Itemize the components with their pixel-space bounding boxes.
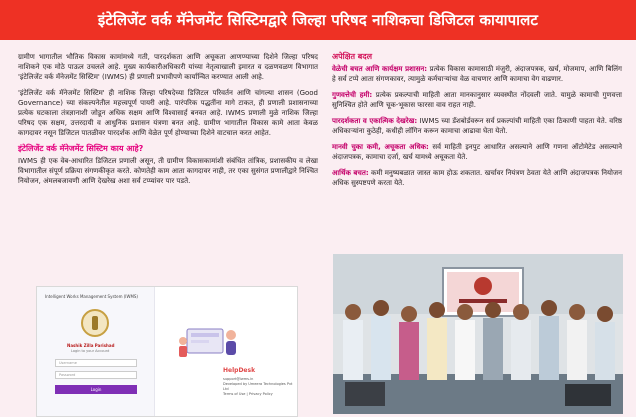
government-emblem-icon	[81, 309, 109, 337]
what-is-iwms-heading: इंटेलिजेंट वर्क मॅनेजमेंट सिस्टिम काय आहे?	[18, 144, 144, 153]
password-field[interactable]: Password	[55, 371, 137, 379]
right-column	[332, 52, 622, 194]
accuracy-lead: मानवी चुका कमी, अचूकता अधिक:	[332, 143, 429, 151]
what-is-iwms-paragraph: IWMS ही एक वेब-आधारित डिजिटल प्रणाली असून, ती ग्रामीण विकासकामांशी संबंधित तांत्रिक, प्रशासकीय व लेखा विभागातील संपूर्ण प्रक्रिया संगणकीकृत करते. कोणतेही काम आता कागदावर नाही, तर एका सुसंगत प्रणालीद्वारे निश्चित नियोजन, अंमलबजावणी आणि देखरेख अशा सर्व टप्प्यांवर पार पडते.	[18, 157, 318, 185]
economic-saving-text: कमी मनुष्यबळात जास्त काम होऊ शकतात. खर्चावर नियंत्रण ठेवता येते आणि अंदाजपत्रक नियोजन अधिक सुस्पष्टपणे करता येते.	[332, 169, 623, 187]
helpdesk-title: HelpDesk	[223, 367, 256, 374]
accuracy-paragraph	[332, 142, 622, 162]
quality-paragraph	[332, 90, 622, 110]
expected-changes-heading: अपेक्षित बदल	[332, 52, 373, 61]
transparency-lead: पारदर्शकता व एकात्मिक देखरेख:	[332, 117, 418, 125]
time-saving-text: प्रत्येक विकास कामासाठी मंजुरी, अंदाजपत्रक, खर्च, मोजमाप, आणि बिलिंग हे सर्व टप्पे आता संगणकावर, त्यामुळे कर्मचाऱ्यांचा वेळ वाचणार आणि कामाचा वेग वाढणार.	[332, 65, 622, 83]
quality-lead: गुणवत्तेची हमी:	[332, 91, 373, 99]
login-button[interactable]: Login	[55, 385, 137, 394]
event-photo	[333, 254, 623, 414]
intro-paragraph: ग्रामीण भागातील भौतिक विकास कामांमध्ये गती, पारदर्शकता आणि अचूकता आणण्याच्या दिशेने जिल्हा परिषद नाशिकने एक मोठे पाऊल उचलले आहे. मुख्य कार्यकारीअधिकारी यांच्या नेतृत्वाखाली इमारत व दळणवळण विभागात 'इंटेलिजेंट वर्क मॅनेजमेंट सिस्टिम' (IWMS) ही प्रणाली प्रभावीपणे कार्यान्वित करण्यात आली आहे.	[18, 53, 318, 81]
page-title: इंटेलिजेंट वर्क मॅनेजमेंट सिस्टिमद्वारे जिल्हा परिषद नाशिकचा डिजिटल कायापालट	[97, 11, 539, 29]
quality-text: प्रत्येक प्रकल्पाची माहिती आता मानकानुसार व्यवस्थीत नोंदवली जाते. यामुळे कामाची गुणवत्ता सुनिश्चित होते आणि चूक-भूकास फारसा वाव राहत नाही.	[332, 91, 622, 109]
transparency-paragraph	[332, 116, 622, 136]
time-saving-paragraph	[332, 64, 622, 84]
accuracy-text: सर्व माहिती इनपुट आधारित असल्याने आणि गणना ऑटोमेटेड असल्याने अंदाजपत्रक, कामाचा दर्जा, खर्च यामध्ये अचूकता येते.	[332, 143, 622, 161]
org-name: Nashik Zilla Parishad	[67, 343, 115, 348]
helpdesk-info	[223, 377, 297, 397]
left-column	[18, 52, 318, 192]
helpdesk-illustration-icon	[177, 321, 247, 361]
economic-saving-lead: आर्थिक बचत:	[332, 169, 369, 177]
helpdesk-links[interactable]: Terms of Use | Privacy Policy	[223, 392, 273, 396]
helpdesk-developer: Developed by Umeera Technologies Pvt Ltd	[223, 382, 293, 391]
login-subtitle: Login to your Account	[71, 349, 110, 353]
page-header	[0, 0, 636, 40]
time-saving-lead: वेळेची बचत आणि कार्यक्षम प्रशासन:	[332, 65, 428, 73]
iwms-significance-paragraph: 'इंटेलिजेंट वर्क मॅनेजमेंट सिस्टिम' ही नाशिक जिल्हा परिषदेच्या डिजिटल परिवर्तन आणि चांगल्या शासन (Good Governance) च्या संकल्पनेतील महत्त्वपूर्ण पायरी आहे. पारंपरिक पद्धतींना मागे टाकत, ही प्रणाली प्रशासनाच्या प्रत्येक घटकाला तंत्रज्ञानाशी जोडून अधिक सक्षम आणि विश्वासार्ह बनवत आहे. IWMS प्रणाली मुळे नाशिक जिल्हा परिषद एक सक्षम, उत्तरदायी व आधुनिक प्रशासन यंत्रणा बनत आहे. ग्रामीण भागातील विकास कामे आता केवळ कागदावर नसून डिजिटल पातळीवर पारदर्शक आणि वेळेत पूर्ण होण्याच्या दिशेने वाटचाल करत आहेत.	[18, 89, 318, 137]
helpdesk-email[interactable]: support@iwms.in	[223, 377, 254, 381]
login-panel	[37, 287, 155, 417]
app-title: Intelligent Works Management System (IWMS)	[45, 294, 138, 299]
username-field[interactable]: Username	[55, 359, 137, 367]
economic-saving-paragraph	[332, 168, 622, 188]
iwms-login-screenshot	[36, 286, 298, 417]
event-photo-illustration	[333, 254, 623, 414]
transparency-text: IWMS च्या डॅशबोर्डवरून सर्व प्रकल्पांची माहिती एका ठिकाणी पाहता येते. वरिष्ठ अधिकाऱ्यांना कुठेही, कधीही लॉगिन करून कामाचा आढावा घेता येतो.	[332, 117, 622, 135]
